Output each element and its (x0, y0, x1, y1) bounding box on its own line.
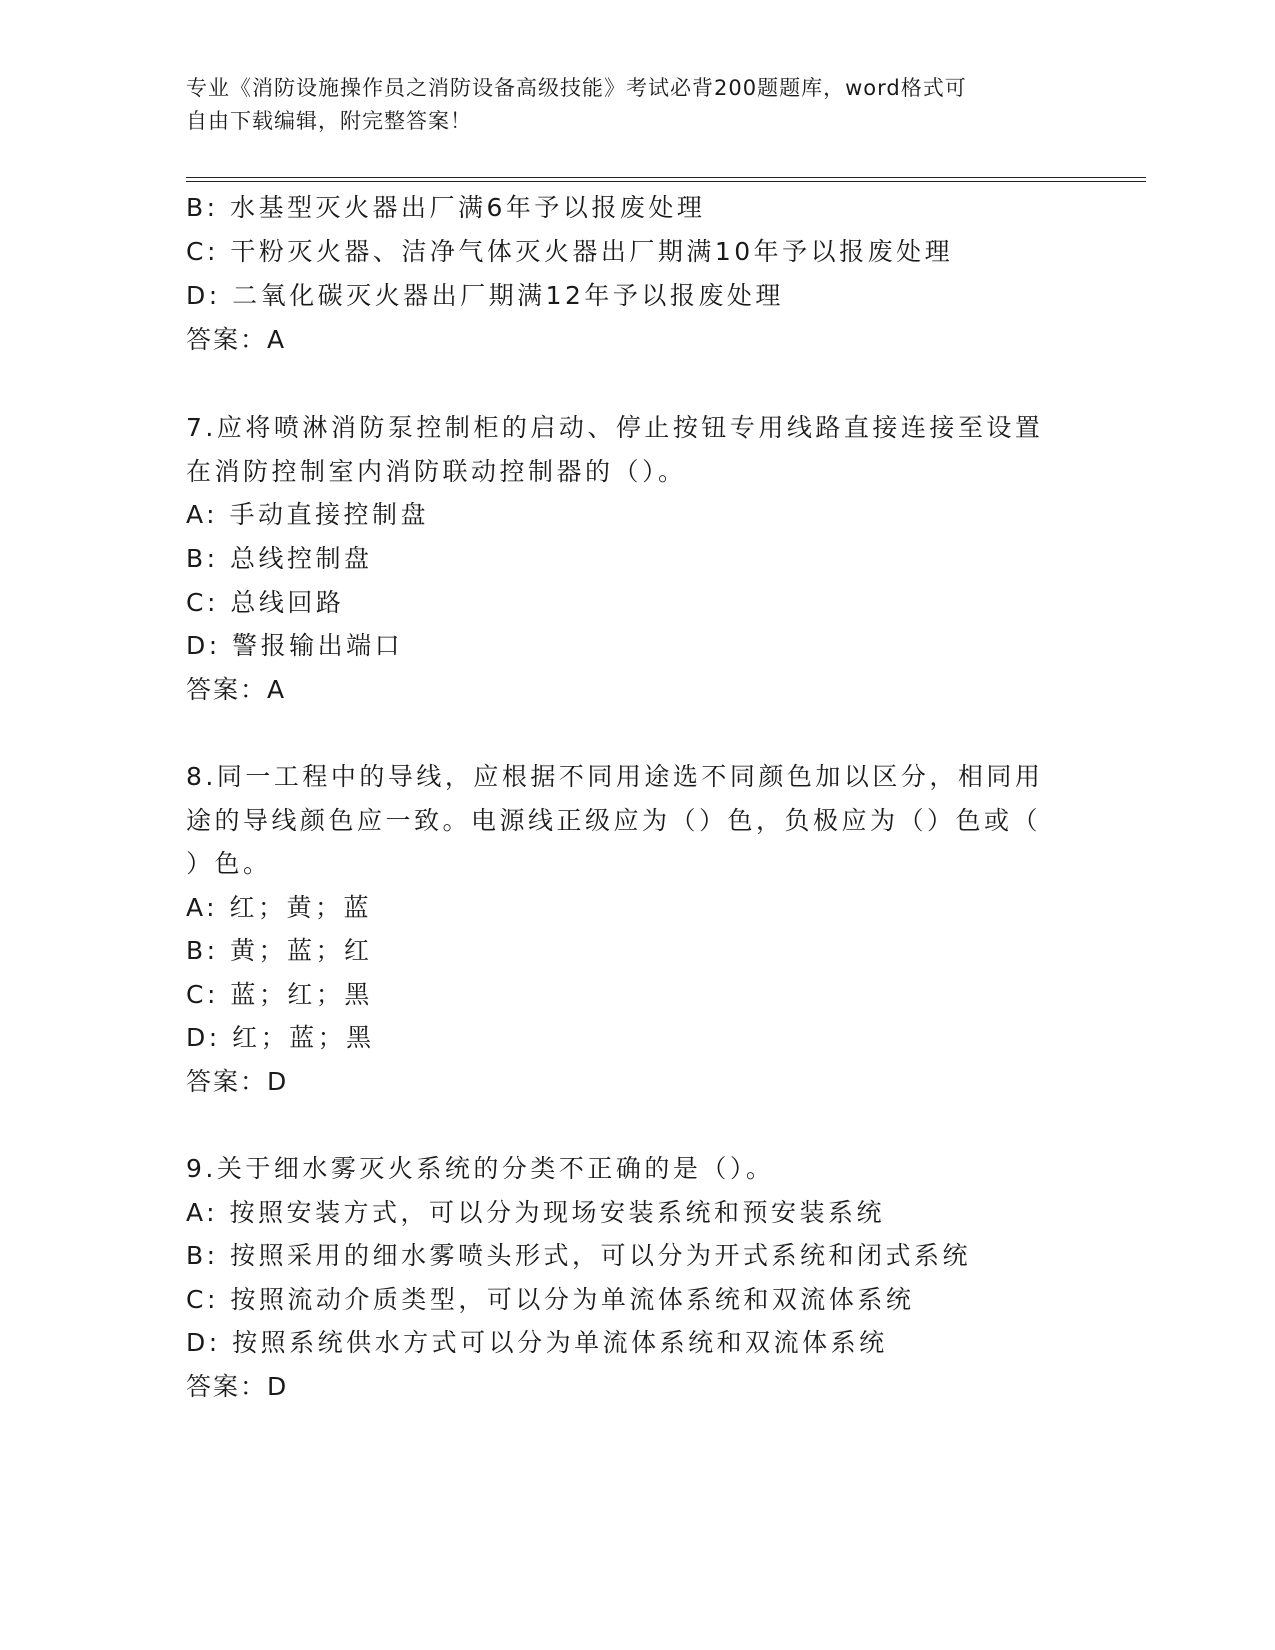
q7-option-c: C: 总线回路 (186, 588, 345, 617)
header-line-2: 自由下载编辑，附完整答案！ (186, 109, 472, 133)
q9-answer: 答案：D (186, 1372, 289, 1401)
q6-answer: 答案：A (186, 325, 287, 354)
q8-option-b: B: 黄；蓝；红 (186, 936, 373, 965)
q7-answer: 答案：A (186, 675, 287, 704)
q9-option-c: C: 按照流动介质类型，可以分为单流体系统和双流体系统 (186, 1285, 915, 1314)
q8-answer: 答案：D (186, 1067, 289, 1096)
q9-option-a: A: 按照安装方式，可以分为现场安装系统和预安装系统 (186, 1198, 886, 1227)
q9-option-b: B: 按照采用的细水雾喷头形式，可以分为开式系统和闭式系统 (186, 1241, 972, 1270)
header-line-1: 专业《消防设施操作员之消防设备高级技能》考试必背200题题库，word格式可 (186, 76, 967, 100)
q8-stem-line-2: 途的导线颜色应一致。电源线正级应为（）色，负极应为（）色或（ (186, 806, 1042, 835)
q8-option-c: C: 蓝；红；黑 (186, 980, 373, 1009)
q8-stem-line-3: ）色。 (186, 849, 272, 878)
header-divider-top (186, 177, 1146, 178)
q7-option-a: A: 手动直接控制盘 (186, 500, 430, 529)
q7-stem-line-2: 在消防控制室内消防联动控制器的（）。 (186, 457, 687, 486)
header-divider-bottom (186, 181, 1146, 182)
q8-option-a: A: 红；黄；蓝 (186, 893, 373, 922)
q6-option-b: B: 水基型灭火器出厂满6年予以报废处理 (186, 193, 706, 222)
q8-stem-line-1: 8.同一工程中的导线，应根据不同用途选不同颜色加以区分，相同用 (186, 762, 1044, 791)
q8-option-d: D: 红；蓝；黑 (186, 1023, 375, 1052)
page-header (186, 72, 1066, 138)
q7-option-d: D: 警报输出端口 (186, 631, 404, 660)
q6-option-c: C: 干粉灭火器、洁净气体灭火器出厂期满10年予以报废处理 (186, 237, 954, 266)
q7-stem-line-1: 7.应将喷淋消防泵控制柜的启动、停止按钮专用线路直接连接至设置 (186, 413, 1044, 442)
q9-option-d: D: 按照系统供水方式可以分为单流体系统和双流体系统 (186, 1328, 888, 1357)
q9-stem-line-1: 9.关于细水雾灭火系统的分类不正确的是（）。 (186, 1154, 775, 1183)
q6-option-d: D: 二氧化碳灭火器出厂期满12年予以报废处理 (186, 281, 784, 310)
q7-option-b: B: 总线控制盘 (186, 544, 373, 573)
